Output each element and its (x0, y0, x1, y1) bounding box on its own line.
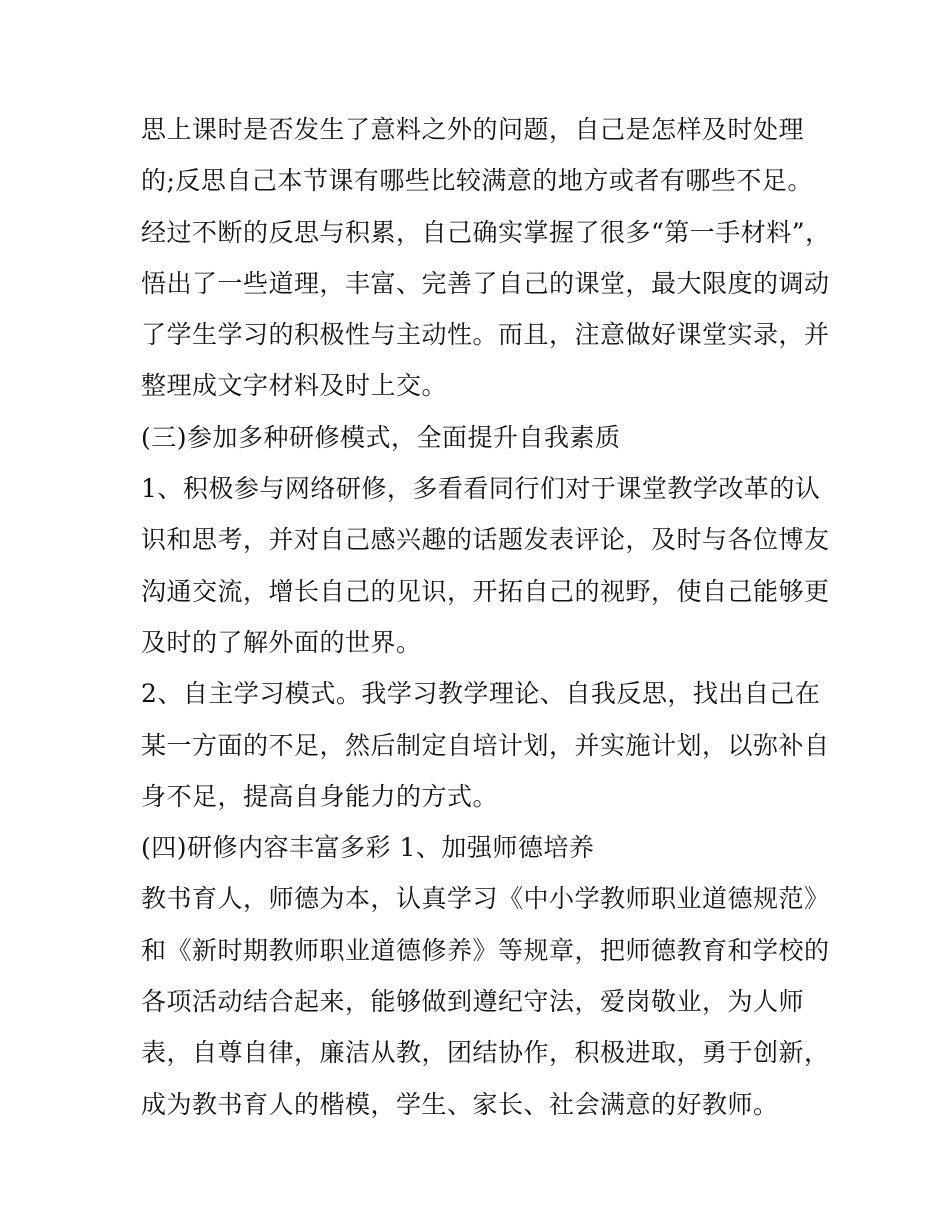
text-line: 思上课时是否发生了意料之外的问题，自己是怎样及时处理 (141, 115, 805, 144)
text-line: 教书育人，师德为本，认真学习《中小学教师职业道德规范》 (141, 884, 830, 914)
text-line: 某一方面的不足，然后制定自培计划，并实施计划，以弥补自 (141, 730, 830, 760)
text-line: 的;反思自己本节课有哪些比较满意的地方或者有哪些不足。 (141, 166, 813, 196)
text-line: 及时的了解外面的世界。 (141, 627, 422, 657)
text-line: 经过不断的反思与积累，自己确实掌握了很多“第一手材料”， (141, 217, 831, 247)
text-line: 1、积极参与网络研修，多看看同行们对于课堂教学改革的认 (141, 474, 821, 504)
text-line: 2、自主学习模式。我学习教学理论、自我反思，找出自己在 (141, 679, 821, 709)
text-line: 识和思考，并对自己感兴趣的话题发表评论，及时与各位博友 (141, 525, 830, 555)
text-line: 身不足，提高自身能力的方式。 (141, 781, 499, 811)
text-line: 沟通交流，增长自己的见识，开拓自己的视野，使自己能够更 (141, 576, 830, 606)
text-line: 悟出了一些道理，丰富、完善了自己的课堂，最大限度的调动 (141, 268, 830, 298)
text-line: 了学生学习的积极性与主动性。而且，注意做好课堂实录，并 (141, 320, 830, 350)
text-line: 成为教书育人的楷模，学生、家长、社会满意的好教师。 (141, 1089, 779, 1119)
text-line: 整理成文字材料及时上交。 (141, 371, 448, 401)
text-line: 表，自尊自律，廉洁从教，团结协作，积极进取，勇于创新， (141, 1038, 830, 1068)
section-heading-4: (四)研修内容丰富多彩 1、加强师德培养 (141, 833, 595, 863)
text-line: 和《新时期教师职业道德修养》等规章，把师德教育和学校的 (141, 935, 830, 965)
document-body (141, 104, 831, 1130)
section-heading-3: (三)参加多种研修模式，全面提升自我素质 (141, 422, 621, 452)
text-line: 各项活动结合起来，能够做到遵纪守法，爱岗敬业，为人师 (141, 987, 805, 1017)
